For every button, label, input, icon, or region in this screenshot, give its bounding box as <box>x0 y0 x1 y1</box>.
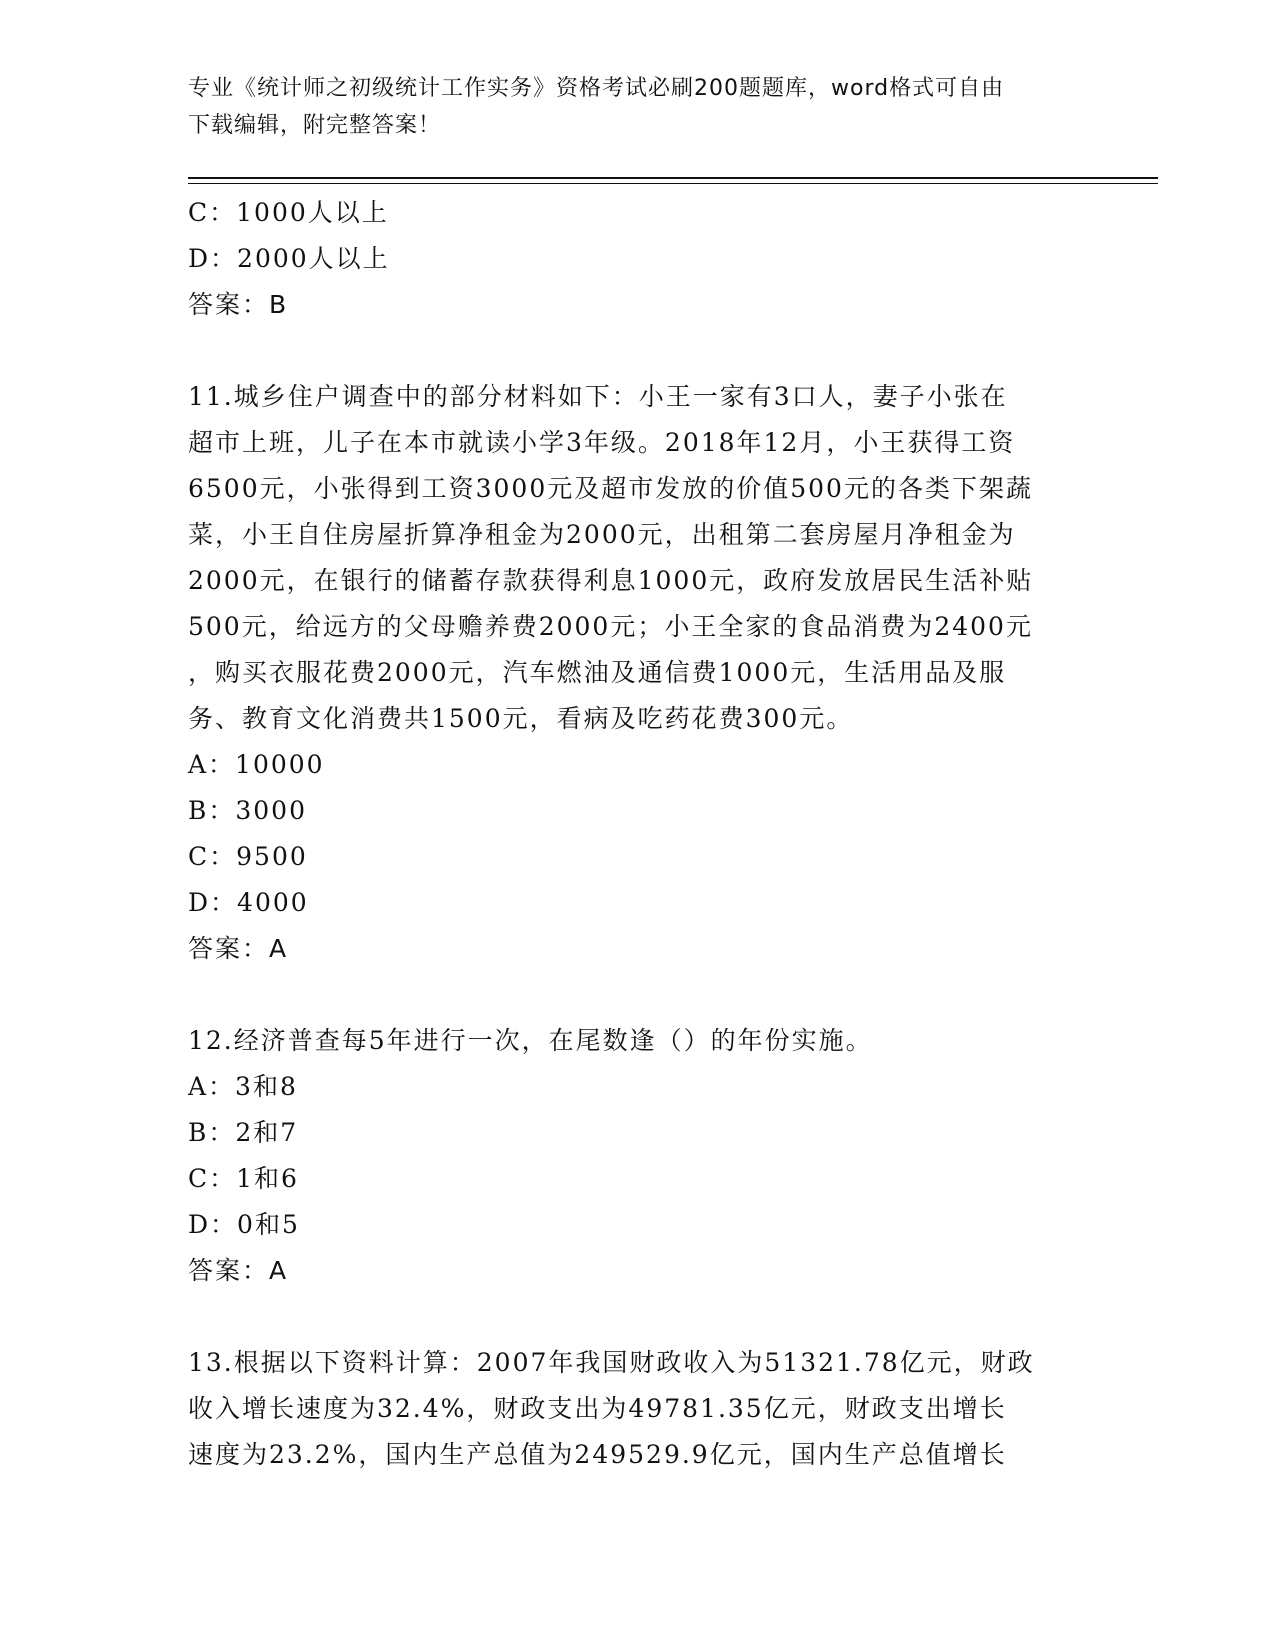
q13-stem-line: 13.根据以下资料计算：2007年我国财政收入为51321.78亿元，财政 <box>188 1348 1035 1377</box>
q11-option-d: D：4000 <box>188 888 309 917</box>
q12-stem-line: 12.经济普查每5年进行一次，在尾数逢（）的年份实施。 <box>188 1026 873 1055</box>
q11-stem-line: 11.城乡住户调查中的部分材料如下：小王一家有3口人，妻子小张在 <box>188 382 1008 411</box>
header-line-2: 下载编辑，附完整答案！ <box>188 113 442 138</box>
q11-answer: 答案：A <box>188 934 289 963</box>
document-header <box>188 70 1088 144</box>
header-line-1: 专业《统计师之初级统计工作实务》资格考试必刷200题题库，word格式可自由 <box>188 76 1005 101</box>
q10-answer: 答案：B <box>188 290 289 319</box>
q10-option-d: D：2000人以上 <box>188 244 390 273</box>
question-content <box>188 190 1088 1478</box>
q11-stem-line: 务、教育文化消费共1500元，看病及吃药花费300元。 <box>188 704 854 733</box>
q11-stem-line: 菜，小王自住房屋折算净租金为2000元，出租第二套房屋月净租金为 <box>188 520 1016 549</box>
q11-option-a: A：10000 <box>188 750 325 779</box>
q13-stem-line: 收入增长速度为32.4%，财政支出为49781.35亿元，财政支出增长 <box>188 1394 1007 1423</box>
q12-option-d: D：0和5 <box>188 1210 300 1239</box>
q12-option-c: C：1和6 <box>188 1164 299 1193</box>
q11-stem-line: 500元，给远方的父母赡养费2000元；小王全家的食品消费为2400元 <box>188 612 1033 641</box>
q10-option-c: C：1000人以上 <box>188 198 389 227</box>
q12-option-b: B：2和7 <box>188 1118 299 1147</box>
spacer <box>188 1294 1088 1340</box>
q12-answer: 答案：A <box>188 1256 289 1285</box>
q11-option-b: B：3000 <box>188 796 307 825</box>
q11-option-c: C：9500 <box>188 842 308 871</box>
header-divider-thin <box>188 183 1158 184</box>
q11-stem-line: 2000元，在银行的储蓄存款获得利息1000元，政府发放居民生活补贴 <box>188 566 1034 595</box>
q11-stem-line: 6500元，小张得到工资3000元及超市发放的价值500元的各类下架蔬 <box>188 474 1033 503</box>
spacer <box>188 972 1088 1018</box>
q12-option-a: A：3和8 <box>188 1072 298 1101</box>
q11-stem-line: 超市上班，儿子在本市就读小学3年级。2018年12月，小王获得工资 <box>188 428 1016 457</box>
spacer <box>188 328 1088 374</box>
q13-stem-line: 速度为23.2%，国内生产总值为249529.9亿元，国内生产总值增长 <box>188 1440 1007 1469</box>
header-divider-thick <box>188 177 1158 179</box>
q11-stem-line: ，购买衣服花费2000元，汽车燃油及通信费1000元，生活用品及服 <box>188 658 1007 687</box>
